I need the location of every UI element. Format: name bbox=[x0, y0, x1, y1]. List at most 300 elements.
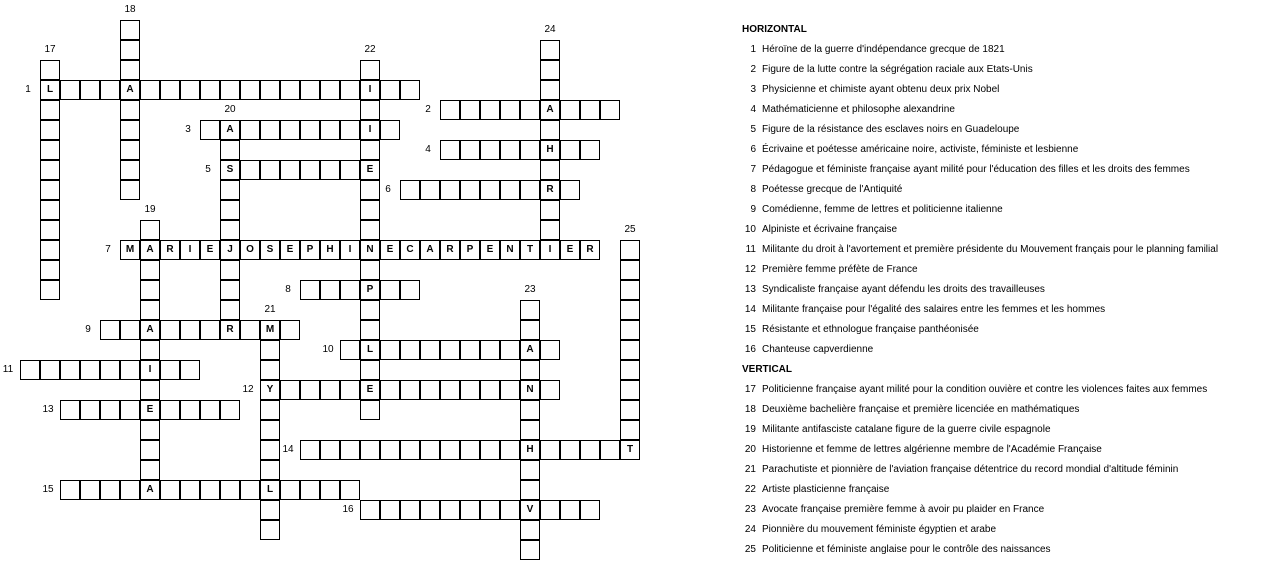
grid-cell[interactable] bbox=[520, 540, 540, 560]
grid-cell[interactable] bbox=[180, 400, 200, 420]
grid-cell[interactable] bbox=[360, 440, 380, 460]
clue-text: Politicienne et féministe anglaise pour le contrôle des naissances bbox=[762, 544, 1051, 555]
grid-cell[interactable] bbox=[320, 280, 340, 300]
grid-cell[interactable] bbox=[260, 420, 280, 440]
grid-cell[interactable] bbox=[440, 440, 460, 460]
grid-cell[interactable] bbox=[20, 360, 40, 380]
grid-cell[interactable] bbox=[480, 440, 500, 460]
grid-cell-filled[interactable]: E bbox=[380, 240, 400, 260]
across-number-4: 4 bbox=[425, 144, 431, 155]
grid-cell[interactable] bbox=[260, 520, 280, 540]
grid-cell[interactable] bbox=[220, 480, 240, 500]
grid-cell[interactable] bbox=[480, 500, 500, 520]
grid-cell[interactable] bbox=[140, 460, 160, 480]
grid-cell-filled[interactable]: A bbox=[220, 120, 240, 140]
grid-cell[interactable] bbox=[500, 340, 520, 360]
grid-cell[interactable] bbox=[400, 80, 420, 100]
grid-cell[interactable] bbox=[360, 260, 380, 280]
across-clue-16 bbox=[742, 340, 1281, 360]
grid-cell[interactable] bbox=[360, 100, 380, 120]
clue-number: 5 bbox=[750, 124, 756, 135]
clue-text: Première femme préfète de France bbox=[762, 264, 918, 275]
grid-cell[interactable] bbox=[60, 80, 80, 100]
clue-text: Résistante et ethnologue française panthéonisée bbox=[762, 324, 979, 335]
clue-number: 6 bbox=[750, 144, 756, 155]
grid-cell[interactable] bbox=[620, 300, 640, 320]
grid-cell-filled[interactable]: E bbox=[200, 240, 220, 260]
grid-cell-filled[interactable]: Y bbox=[260, 380, 280, 400]
grid-cell[interactable] bbox=[120, 320, 140, 340]
grid-cell[interactable] bbox=[240, 160, 260, 180]
grid-cell[interactable] bbox=[360, 140, 380, 160]
grid-cell[interactable] bbox=[320, 160, 340, 180]
grid-cell[interactable] bbox=[200, 80, 220, 100]
grid-cell-filled[interactable]: R bbox=[540, 180, 560, 200]
grid-cell[interactable] bbox=[40, 140, 60, 160]
grid-cell[interactable] bbox=[520, 140, 540, 160]
grid-cell[interactable] bbox=[300, 120, 320, 140]
grid-cell[interactable] bbox=[500, 100, 520, 120]
grid-cell[interactable] bbox=[200, 320, 220, 340]
grid-cell[interactable] bbox=[540, 340, 560, 360]
grid-cell[interactable] bbox=[440, 140, 460, 160]
grid-cell[interactable] bbox=[160, 80, 180, 100]
grid-cell[interactable] bbox=[220, 80, 240, 100]
grid-cell[interactable] bbox=[80, 360, 100, 380]
grid-cell[interactable] bbox=[460, 380, 480, 400]
grid-cell[interactable] bbox=[40, 120, 60, 140]
grid-cell[interactable] bbox=[280, 480, 300, 500]
grid-cell[interactable] bbox=[620, 320, 640, 340]
grid-cell-filled[interactable]: T bbox=[620, 440, 640, 460]
grid-cell[interactable] bbox=[180, 480, 200, 500]
grid-cell[interactable] bbox=[40, 240, 60, 260]
grid-cell[interactable] bbox=[340, 440, 360, 460]
grid-cell[interactable] bbox=[540, 200, 560, 220]
grid-cell[interactable] bbox=[400, 500, 420, 520]
grid-cell[interactable] bbox=[100, 360, 120, 380]
grid-cell[interactable] bbox=[300, 440, 320, 460]
clue-number: 25 bbox=[744, 544, 756, 555]
grid-cell[interactable] bbox=[340, 80, 360, 100]
grid-cell[interactable] bbox=[220, 400, 240, 420]
clue-text: Artiste plasticienne française bbox=[762, 484, 890, 495]
grid-cell-filled[interactable]: H bbox=[540, 140, 560, 160]
across-number-10: 10 bbox=[322, 344, 334, 355]
grid-cell[interactable] bbox=[560, 180, 580, 200]
grid-cell-filled[interactable]: P bbox=[300, 240, 320, 260]
grid-cell[interactable] bbox=[120, 360, 140, 380]
grid-cell[interactable] bbox=[620, 240, 640, 260]
grid-cell[interactable] bbox=[520, 180, 540, 200]
grid-cell[interactable] bbox=[480, 100, 500, 120]
grid-cell[interactable] bbox=[360, 360, 380, 380]
grid-cell[interactable] bbox=[420, 380, 440, 400]
grid-cell[interactable] bbox=[140, 340, 160, 360]
grid-cell[interactable] bbox=[280, 80, 300, 100]
grid-cell[interactable] bbox=[220, 180, 240, 200]
grid-cell[interactable] bbox=[80, 80, 100, 100]
grid-cell[interactable] bbox=[120, 480, 140, 500]
grid-cell[interactable] bbox=[460, 180, 480, 200]
grid-cell[interactable] bbox=[260, 500, 280, 520]
grid-cell[interactable] bbox=[240, 480, 260, 500]
grid-cell[interactable] bbox=[480, 380, 500, 400]
grid-cell[interactable] bbox=[40, 100, 60, 120]
grid-cell[interactable] bbox=[320, 480, 340, 500]
grid-cell-filled[interactable]: I bbox=[540, 240, 560, 260]
clue-number: 18 bbox=[744, 404, 756, 415]
grid-cell-filled[interactable]: E bbox=[560, 240, 580, 260]
grid-cell[interactable] bbox=[360, 320, 380, 340]
grid-cell[interactable] bbox=[460, 140, 480, 160]
grid-cell-filled[interactable]: E bbox=[280, 240, 300, 260]
grid-cell[interactable] bbox=[400, 380, 420, 400]
grid-cell[interactable] bbox=[440, 500, 460, 520]
grid-cell-filled[interactable]: T bbox=[520, 240, 540, 260]
grid-cell[interactable] bbox=[380, 80, 400, 100]
down-clue-18 bbox=[742, 400, 1281, 420]
grid-cell-filled[interactable]: N bbox=[520, 380, 540, 400]
grid-cell[interactable] bbox=[60, 480, 80, 500]
down-number-18: 18 bbox=[124, 4, 136, 15]
grid-cell[interactable] bbox=[40, 220, 60, 240]
grid-cell[interactable] bbox=[620, 360, 640, 380]
grid-cell[interactable] bbox=[80, 400, 100, 420]
grid-cell[interactable] bbox=[540, 380, 560, 400]
grid-cell[interactable] bbox=[360, 500, 380, 520]
grid-cell[interactable] bbox=[120, 100, 140, 120]
grid-cell[interactable] bbox=[160, 400, 180, 420]
grid-cell[interactable] bbox=[340, 160, 360, 180]
grid-cell-filled[interactable]: A bbox=[120, 80, 140, 100]
grid-cell[interactable] bbox=[440, 340, 460, 360]
grid-cell[interactable] bbox=[360, 300, 380, 320]
across-clue-1 bbox=[742, 40, 1281, 60]
grid-cell-filled[interactable]: L bbox=[360, 340, 380, 360]
grid-cell[interactable] bbox=[460, 500, 480, 520]
grid-cell[interactable] bbox=[620, 340, 640, 360]
grid-cell[interactable] bbox=[480, 180, 500, 200]
grid-cell[interactable] bbox=[420, 180, 440, 200]
grid-cell[interactable] bbox=[40, 160, 60, 180]
grid-cell[interactable] bbox=[560, 100, 580, 120]
grid-cell[interactable] bbox=[480, 140, 500, 160]
grid-cell[interactable] bbox=[320, 80, 340, 100]
grid-cell[interactable] bbox=[300, 380, 320, 400]
grid-cell[interactable] bbox=[360, 400, 380, 420]
grid-cell-filled[interactable]: A bbox=[140, 320, 160, 340]
grid-cell-filled[interactable]: M bbox=[260, 320, 280, 340]
grid-cell[interactable] bbox=[600, 440, 620, 460]
grid-cell[interactable] bbox=[140, 260, 160, 280]
grid-cell[interactable] bbox=[520, 420, 540, 440]
grid-cell[interactable] bbox=[620, 400, 640, 420]
grid-cell[interactable] bbox=[120, 160, 140, 180]
grid-cell-filled[interactable]: I bbox=[140, 360, 160, 380]
grid-cell[interactable] bbox=[240, 120, 260, 140]
grid-cell[interactable] bbox=[540, 500, 560, 520]
grid-cell-filled[interactable]: R bbox=[220, 320, 240, 340]
grid-cell-filled[interactable]: I bbox=[360, 120, 380, 140]
grid-cell[interactable] bbox=[520, 100, 540, 120]
grid-cell[interactable] bbox=[360, 220, 380, 240]
grid-cell[interactable] bbox=[100, 400, 120, 420]
grid-cell-filled[interactable]: C bbox=[400, 240, 420, 260]
grid-cell[interactable] bbox=[260, 400, 280, 420]
grid-cell-filled[interactable]: H bbox=[520, 440, 540, 460]
grid-cell[interactable] bbox=[520, 360, 540, 380]
grid-cell[interactable] bbox=[520, 400, 540, 420]
grid-cell[interactable] bbox=[360, 60, 380, 80]
grid-cell[interactable] bbox=[620, 260, 640, 280]
across-clue-10 bbox=[742, 220, 1281, 240]
down-clue-19 bbox=[742, 420, 1281, 440]
grid-cell[interactable] bbox=[280, 320, 300, 340]
grid-cell[interactable] bbox=[340, 280, 360, 300]
down-number-20: 20 bbox=[224, 104, 236, 115]
grid-cell[interactable] bbox=[240, 320, 260, 340]
grid-cell[interactable] bbox=[580, 440, 600, 460]
grid-cell[interactable] bbox=[380, 280, 400, 300]
grid-cell[interactable] bbox=[100, 320, 120, 340]
grid-cell-filled[interactable]: A bbox=[140, 480, 160, 500]
grid-cell[interactable] bbox=[300, 80, 320, 100]
grid-cell[interactable] bbox=[160, 320, 180, 340]
across-clue-3 bbox=[742, 80, 1281, 100]
grid-cell-filled[interactable]: P bbox=[460, 240, 480, 260]
down-clue-23 bbox=[742, 500, 1281, 520]
grid-cell[interactable] bbox=[260, 80, 280, 100]
grid-cell[interactable] bbox=[500, 380, 520, 400]
grid-cell[interactable] bbox=[240, 80, 260, 100]
grid-cell[interactable] bbox=[540, 80, 560, 100]
grid-cell[interactable] bbox=[420, 340, 440, 360]
grid-cell[interactable] bbox=[220, 280, 240, 300]
grid-cell[interactable] bbox=[500, 440, 520, 460]
grid-cell[interactable] bbox=[340, 380, 360, 400]
grid-cell[interactable] bbox=[40, 200, 60, 220]
grid-cell[interactable] bbox=[400, 440, 420, 460]
grid-cell[interactable] bbox=[40, 360, 60, 380]
grid-cell[interactable] bbox=[360, 200, 380, 220]
grid-cell-filled[interactable]: V bbox=[520, 500, 540, 520]
grid-cell-filled[interactable]: N bbox=[360, 240, 380, 260]
grid-cell[interactable] bbox=[280, 120, 300, 140]
grid-cell[interactable] bbox=[380, 440, 400, 460]
grid-cell[interactable] bbox=[200, 120, 220, 140]
grid-cell[interactable] bbox=[580, 140, 600, 160]
grid-cell[interactable] bbox=[160, 360, 180, 380]
grid-cell[interactable] bbox=[500, 140, 520, 160]
grid-cell[interactable] bbox=[180, 80, 200, 100]
grid-cell[interactable] bbox=[300, 280, 320, 300]
grid-cell-filled[interactable]: A bbox=[140, 240, 160, 260]
grid-cell[interactable] bbox=[340, 340, 360, 360]
grid-cell[interactable] bbox=[220, 140, 240, 160]
grid-cell-filled[interactable]: S bbox=[260, 240, 280, 260]
grid-cell-filled[interactable]: E bbox=[360, 380, 380, 400]
grid-cell[interactable] bbox=[60, 360, 80, 380]
grid-cell[interactable] bbox=[320, 380, 340, 400]
grid-cell[interactable] bbox=[500, 500, 520, 520]
grid-cell[interactable] bbox=[440, 380, 460, 400]
grid-cell[interactable] bbox=[320, 440, 340, 460]
grid-cell[interactable] bbox=[200, 400, 220, 420]
grid-cell-filled[interactable]: A bbox=[420, 240, 440, 260]
grid-cell[interactable] bbox=[400, 180, 420, 200]
grid-cell[interactable] bbox=[580, 500, 600, 520]
grid-cell[interactable] bbox=[540, 60, 560, 80]
grid-cell[interactable] bbox=[140, 380, 160, 400]
grid-cell[interactable] bbox=[440, 100, 460, 120]
grid-cell[interactable] bbox=[40, 180, 60, 200]
grid-cell-filled[interactable]: L bbox=[40, 80, 60, 100]
down-number-24: 24 bbox=[544, 24, 556, 35]
grid-cell[interactable] bbox=[40, 260, 60, 280]
clue-number: 7 bbox=[750, 164, 756, 175]
across-clue-14 bbox=[742, 300, 1281, 320]
grid-cell-filled[interactable]: H bbox=[320, 240, 340, 260]
grid-cell[interactable] bbox=[140, 300, 160, 320]
grid-cell-filled[interactable]: L bbox=[260, 480, 280, 500]
grid-cell[interactable] bbox=[540, 160, 560, 180]
grid-cell[interactable] bbox=[220, 200, 240, 220]
grid-cell[interactable] bbox=[100, 80, 120, 100]
grid-cell[interactable] bbox=[140, 420, 160, 440]
grid-cell[interactable] bbox=[340, 480, 360, 500]
across-number-16: 16 bbox=[342, 504, 354, 515]
grid-cell-filled[interactable]: E bbox=[140, 400, 160, 420]
grid-cell[interactable] bbox=[120, 120, 140, 140]
grid-cell[interactable] bbox=[520, 320, 540, 340]
grid-cell-filled[interactable]: S bbox=[220, 160, 240, 180]
grid-cell[interactable] bbox=[540, 440, 560, 460]
grid-cell[interactable] bbox=[300, 160, 320, 180]
grid-cell[interactable] bbox=[140, 220, 160, 240]
clue-number: 11 bbox=[745, 244, 756, 255]
grid-cell[interactable] bbox=[560, 140, 580, 160]
across-clue-9 bbox=[742, 200, 1281, 220]
grid-cell[interactable] bbox=[340, 120, 360, 140]
grid-cell-filled[interactable]: O bbox=[240, 240, 260, 260]
grid-cell-filled[interactable]: M bbox=[120, 240, 140, 260]
clue-text: Militante du droit à l'avortement et première présidente du Mouvement français pour le planning familial bbox=[762, 244, 1219, 255]
grid-cell[interactable] bbox=[560, 440, 580, 460]
grid-cell[interactable] bbox=[260, 360, 280, 380]
grid-cell[interactable] bbox=[60, 400, 80, 420]
grid-cell[interactable] bbox=[260, 460, 280, 480]
grid-cell[interactable] bbox=[120, 40, 140, 60]
grid-cell[interactable] bbox=[200, 480, 220, 500]
grid-cell[interactable] bbox=[80, 480, 100, 500]
grid-cell-filled[interactable]: R bbox=[160, 240, 180, 260]
grid-cell[interactable] bbox=[460, 340, 480, 360]
grid-cell[interactable] bbox=[600, 100, 620, 120]
grid-cell[interactable] bbox=[580, 100, 600, 120]
grid-cell-filled[interactable]: I bbox=[340, 240, 360, 260]
grid-cell[interactable] bbox=[560, 500, 580, 520]
grid-cell[interactable] bbox=[140, 80, 160, 100]
grid-cell[interactable] bbox=[120, 400, 140, 420]
grid-cell[interactable] bbox=[300, 480, 320, 500]
grid-cell-filled[interactable]: R bbox=[440, 240, 460, 260]
grid-cell[interactable] bbox=[520, 480, 540, 500]
grid-cell[interactable] bbox=[120, 60, 140, 80]
grid-cell[interactable] bbox=[220, 300, 240, 320]
grid-cell[interactable] bbox=[420, 440, 440, 460]
grid-cell-filled[interactable]: A bbox=[540, 100, 560, 120]
grid-cell[interactable] bbox=[260, 120, 280, 140]
grid-cell[interactable] bbox=[380, 500, 400, 520]
grid-cell[interactable] bbox=[380, 380, 400, 400]
grid-cell[interactable] bbox=[40, 60, 60, 80]
grid-cell[interactable] bbox=[120, 140, 140, 160]
grid-cell[interactable] bbox=[160, 480, 180, 500]
grid-cell[interactable] bbox=[120, 20, 140, 40]
grid-cell[interactable] bbox=[380, 120, 400, 140]
grid-cell[interactable] bbox=[220, 220, 240, 240]
grid-cell-filled[interactable]: I bbox=[180, 240, 200, 260]
grid-cell[interactable] bbox=[480, 340, 500, 360]
clue-text: Militante antifasciste catalane figure de la guerre civile espagnole bbox=[762, 424, 1051, 435]
grid-cell[interactable] bbox=[280, 160, 300, 180]
grid-cell-filled[interactable]: E bbox=[480, 240, 500, 260]
grid-cell[interactable] bbox=[120, 180, 140, 200]
across-number-13: 13 bbox=[42, 404, 54, 415]
grid-cell[interactable] bbox=[40, 280, 60, 300]
grid-cell[interactable] bbox=[420, 500, 440, 520]
grid-cell-filled[interactable]: I bbox=[360, 80, 380, 100]
grid-cell[interactable] bbox=[620, 380, 640, 400]
grid-cell-filled[interactable]: N bbox=[500, 240, 520, 260]
grid-cell[interactable] bbox=[140, 440, 160, 460]
grid-cell[interactable] bbox=[220, 260, 240, 280]
grid-cell[interactable] bbox=[460, 100, 480, 120]
grid-cell[interactable] bbox=[520, 520, 540, 540]
grid-cell-filled[interactable]: A bbox=[520, 340, 540, 360]
grid-cell-filled[interactable]: P bbox=[360, 280, 380, 300]
grid-cell[interactable] bbox=[280, 380, 300, 400]
grid-cell[interactable] bbox=[380, 340, 400, 360]
grid-cell[interactable] bbox=[520, 300, 540, 320]
grid-cell[interactable] bbox=[320, 120, 340, 140]
grid-cell[interactable] bbox=[180, 360, 200, 380]
grid-cell[interactable] bbox=[180, 320, 200, 340]
grid-cell[interactable] bbox=[140, 280, 160, 300]
grid-cell[interactable] bbox=[540, 220, 560, 240]
grid-cell[interactable] bbox=[100, 480, 120, 500]
grid-cell[interactable] bbox=[520, 460, 540, 480]
grid-cell[interactable] bbox=[440, 180, 460, 200]
grid-cell[interactable] bbox=[620, 420, 640, 440]
grid-cell[interactable] bbox=[260, 160, 280, 180]
grid-cell[interactable] bbox=[260, 340, 280, 360]
across-clue-11 bbox=[742, 240, 1281, 260]
grid-cell[interactable] bbox=[500, 180, 520, 200]
grid-cell[interactable] bbox=[400, 280, 420, 300]
grid-cell-filled[interactable]: R bbox=[580, 240, 600, 260]
down-clue-24 bbox=[742, 520, 1281, 540]
grid-cell[interactable] bbox=[400, 340, 420, 360]
grid-cell[interactable] bbox=[620, 280, 640, 300]
grid-cell[interactable] bbox=[540, 40, 560, 60]
grid-cell[interactable] bbox=[540, 120, 560, 140]
clue-number: 22 bbox=[744, 484, 756, 495]
grid-cell-filled[interactable]: J bbox=[220, 240, 240, 260]
grid-cell[interactable] bbox=[460, 440, 480, 460]
grid-cell-filled[interactable]: E bbox=[360, 160, 380, 180]
